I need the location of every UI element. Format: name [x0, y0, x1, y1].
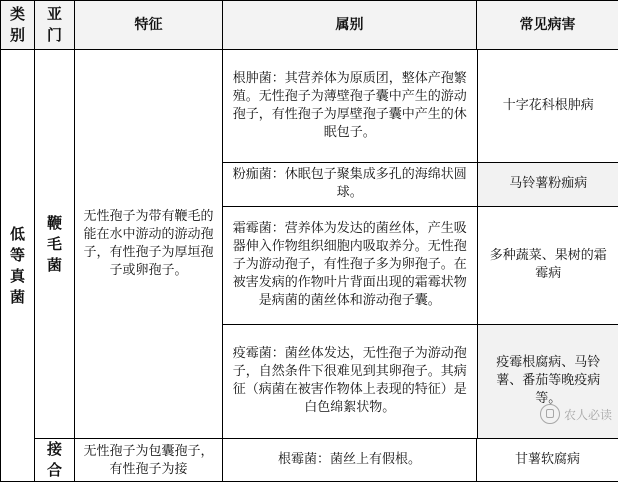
watermark [540, 404, 612, 424]
genus-cell: 根霉菌：菌丝上有假根。 [223, 439, 477, 482]
disease-cell: 十字花科根肿病 [477, 50, 618, 162]
table-row [223, 50, 618, 162]
table-row [1, 50, 618, 439]
subphylum-cell: 接合 [35, 439, 75, 482]
header-diseases: 常见病害 [477, 1, 618, 50]
subphylum-cell: 鞭毛菌 [35, 50, 75, 439]
features-cell: 无性孢子为包囊孢子，有性孢子为接 [75, 439, 223, 482]
disease-cell: 马铃薯粉痂病 [477, 162, 618, 206]
genus-cell: 粉痂菌：休眠包子聚集成多孔的海绵状圆球。 [223, 162, 477, 206]
disease-cell: 疫霉根腐病、马铃薯、番茄等晚疫病等。 [477, 324, 618, 438]
header-subphylum: 亚门 [35, 1, 75, 50]
disease-cell: 甘薯软腐病 [477, 439, 618, 482]
header-features: 特征 [75, 1, 223, 50]
header-genera: 属别 [223, 1, 477, 50]
header-category: 类别 [1, 1, 35, 50]
category-cell: 低等真菌 [1, 50, 35, 482]
table-row [1, 439, 618, 482]
watermark-text: 农人必读 [564, 406, 612, 423]
genus-cell: 根肿菌：其营养体为原质团，整体产孢繁殖。无性孢子为薄壁孢子囊中产生的游动孢子，有性孢子为厚壁孢子囊中产生的休眠包子。 [223, 50, 477, 162]
genus-cell: 霜霉菌：营养体为发达的菌丝体，产生吸器伸入作物组织细胞内吸取养分。无性孢子为游动孢子，有性孢子多为卵孢子。在被害发病的作物叶片背面出现的霜霉状物是病菌的菌丝体和游动孢子囊。 [223, 206, 477, 324]
disease-cell: 多种蔬菜、果树的霜霉病 [477, 206, 618, 324]
table-row [223, 162, 618, 206]
table-row [223, 206, 618, 324]
header-row [1, 1, 618, 50]
genus-cell: 疫霉菌：菌丝体发达，无性孢子为游动孢子，自然条件下很难见到其卵孢子。其病征（病菌在被害作物体上表现的特征）是白色绵絮状物。 [223, 324, 477, 438]
watermark-logo-icon [540, 404, 560, 424]
features-cell: 无性孢子为带有鞭毛的能在水中游动的游动孢子，有性孢子为厚垣孢子或卵孢子。 [75, 50, 223, 439]
